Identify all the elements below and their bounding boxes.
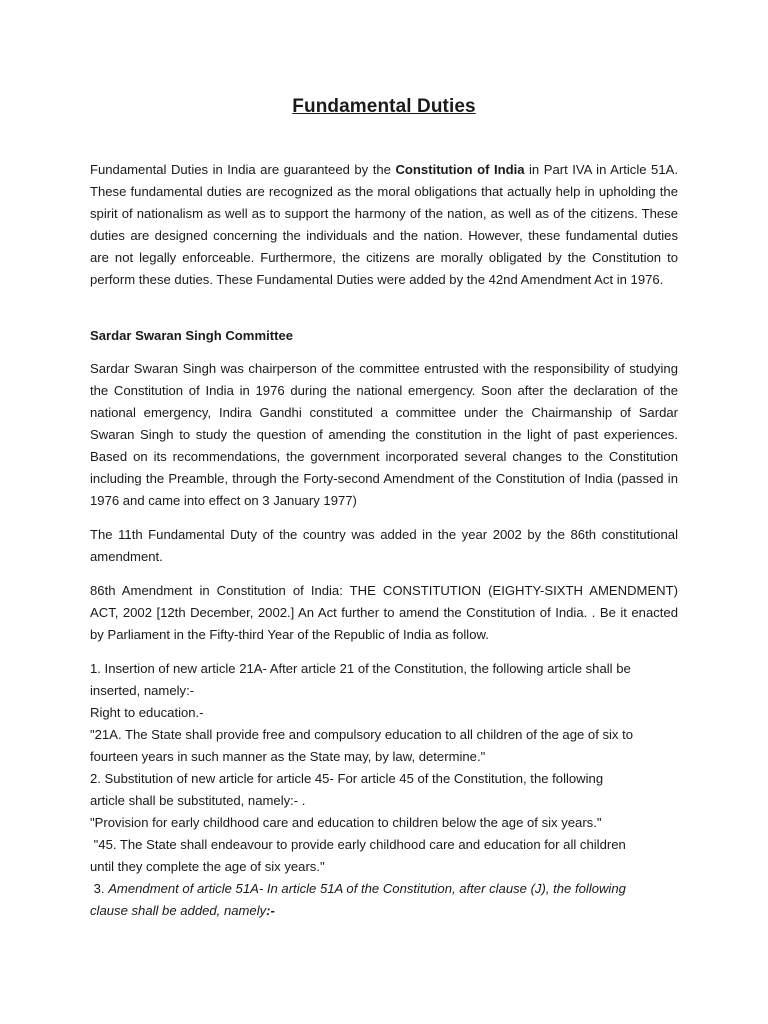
clause-1-line-1: 1. Insertion of new article 21A- After article 21 of the Constitution, the following article shall be <box>90 661 631 676</box>
amendment-clauses <box>90 658 678 922</box>
intro-text-start: Fundamental Duties in India are guaranteed by the <box>90 162 396 177</box>
clause-1-line-5: fourteen years in such manner as the State may, by law, determine." <box>90 749 486 764</box>
intro-paragraph <box>90 159 678 291</box>
clause-3-line-2 <box>90 900 678 922</box>
clause-2-line-4: "45. The State shall endeavour to provide early childhood care and education for all children <box>90 837 626 852</box>
clause-2-line-3: "Provision for early childhood care and education to children below the age of six years." <box>90 815 602 830</box>
clause-2-line-2: article shall be substituted, namely:- . <box>90 793 306 808</box>
clause-3-number: 3. <box>90 881 109 896</box>
page-title: Fundamental Duties <box>292 96 476 117</box>
intro-bold-constitution: Constitution of India <box>395 162 525 177</box>
intro-text-rest: in Part IVA in Article 51A. These fundamental duties are recognized as the moral obligations that actually help in upholding the spirit of nationalism as well as to support the harmony of the nation, as well as of the citizens. These duties are designed concerning the individuals and the nation. However, these fundamental duties are not legally enforceable. Furthermore, the citizens are morally obligated by the Constitution to perform these duties. These Fundamental Duties were added by the 42nd Amendment Act in 1976. <box>90 162 678 287</box>
clause-3-colon: :- <box>266 903 275 918</box>
clause-1-line-3: Right to education.- <box>90 705 204 720</box>
amendment-intro-paragraph: 86th Amendment in Constitution of India: THE CONSTITUTION (EIGHTY-SIXTH AMENDMENT) ACT, 2002 [12th December, 2002.] An Act further to amend the Constitution of India. . Be it enacted by Parliament in the Fifty-third Year of the Republic of India as follow. <box>90 583 678 642</box>
clause-3-text: Amendment of article 51A- In article 51A of the Constitution, after clause (J), the following <box>108 881 626 896</box>
clause-1-line-4: "21A. The State shall provide free and compulsory education to all children of the age of six to <box>90 727 634 742</box>
committee-heading: Sardar Swaran Singh Committee <box>90 328 294 343</box>
clause-3-text-cont: clause shall be added, namely <box>90 903 267 918</box>
committee-paragraph: Sardar Swaran Singh was chairperson of the committee entrusted with the responsibility of studying the Constitution of India in 1976 during the national emergency. Soon after the declaration of the national emergency, Indira Gandhi constituted a committee under the Chairmanship of Sardar Swaran Singh to study the question of amending the constitution in the light of past experiences. Based on its recommendations, the government incorporated several changes to the Constitution including the Preamble, through the Forty-second Amendment of the Constitution of India (passed in 1976 and came into effect on 3 January 1977) <box>90 361 678 508</box>
eleventh-duty-paragraph: The 11th Fundamental Duty of the country was added in the year 2002 by the 86th constitutional amendment. <box>90 527 678 564</box>
clause-3-line-1 <box>90 878 678 900</box>
clause-2-line-1: 2. Substitution of new article for article 45- For article 45 of the Constitution, the following <box>90 771 604 786</box>
clause-2-line-5: until they complete the age of six years." <box>90 859 325 874</box>
clause-1-line-2: inserted, namely:- <box>90 683 195 698</box>
